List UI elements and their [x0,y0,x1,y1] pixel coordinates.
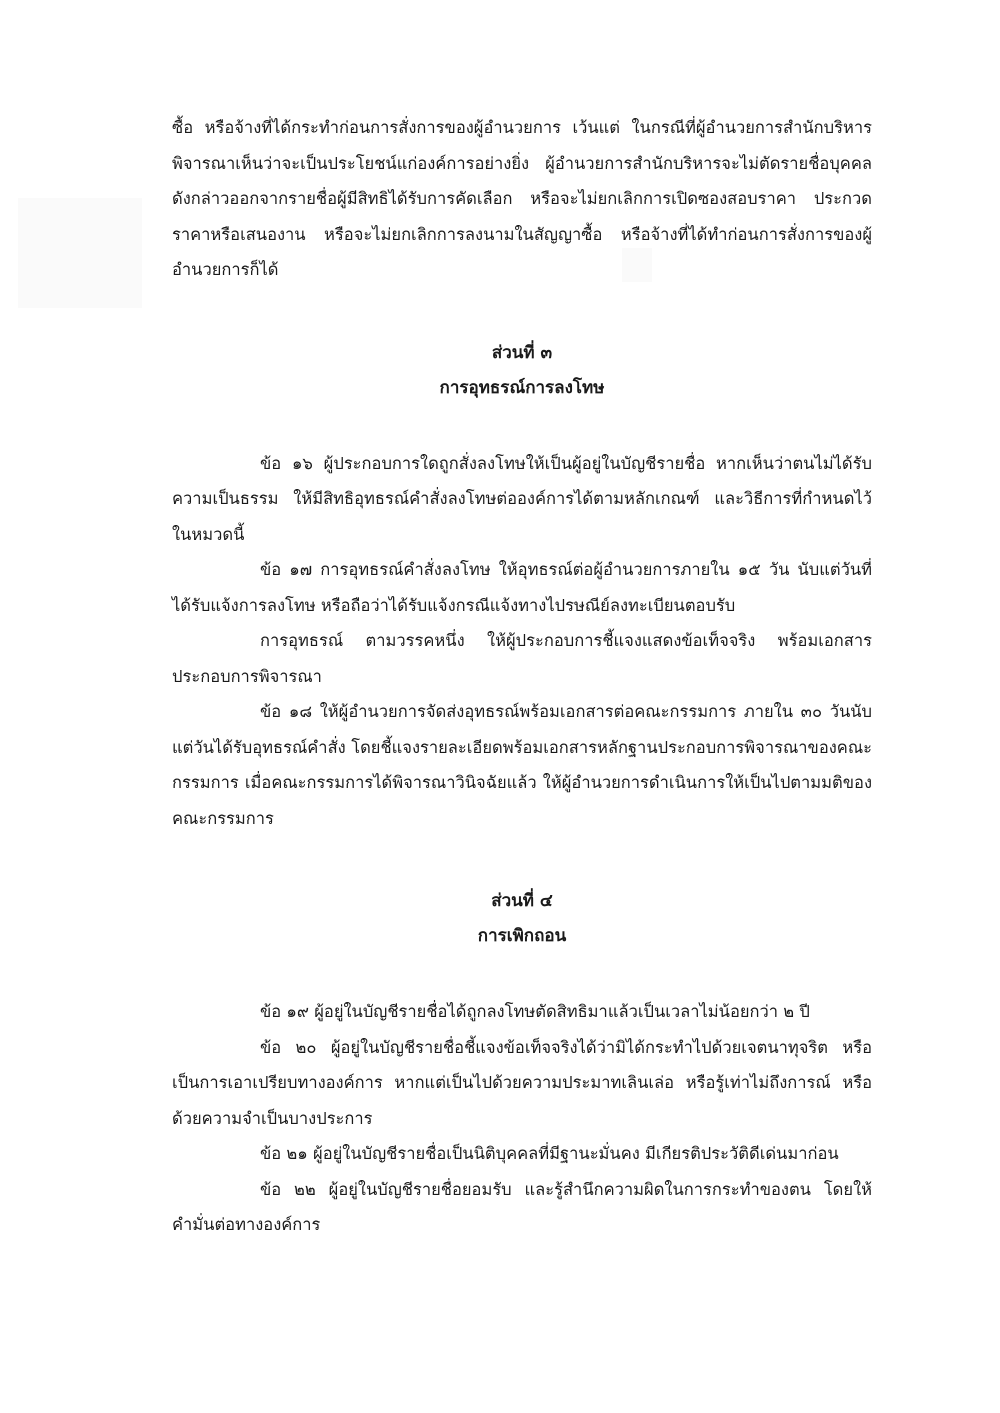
clause-17-paragraph-2: การอุทธรณ์ ตามวรรคหนึ่ง ให้ผู้ประกอบการชี้แจงแสดงข้อเท็จจริง พร้อมเอกสารประกอบการพิจารณา [172,631,872,686]
scan-artifact [18,198,142,308]
spacer [172,288,872,336]
clause-20: ข้อ ๒๐ ผู้อยู่ในบัญชีรายชื่อชี้แจงข้อเท็จจริงได้ว่ามิได้กระทำไปด้วยเจตนาทุจริต หรือเป็นการเอาเปรียบทางองค์การ หากแต่เป็นไปด้วยความประมาทเลินเล่อ หรือรู้เท่าไม่ถึงการณ์ หรือด้วยความจำเป็นบางประการ [172,1037,872,1128]
section-4-title: การเพิกถอน [477,926,567,946]
clause-22: ข้อ ๒๒ ผู้อยู่ในบัญชีรายชื่อยอมรับ และรู้สำนึกความผิดในการกระทำของตน โดยให้คำมั่นต่อทางองค์การ [172,1179,872,1234]
clause-16: ข้อ ๑๖ ผู้ประกอบการใดถูกสั่งลงโทษให้เป็นผู้อยู่ในบัญชีรายชื่อ หากเห็นว่าตนไม่ได้รับความเป็นธรรม ให้มีสิทธิอุทธรณ์คำสั่งลงโทษต่อองค์การได้ตามหลักเกณฑ์ และวิธีการที่กำหนดไว้ในหมวดนี้ [172,453,872,544]
section-3-number: ส่วนที่ ๓ [491,342,553,363]
spacer [172,406,872,446]
section-4-number: ส่วนที่ ๔ [491,891,553,911]
intro-paragraph: ซื้อ หรือจ้างที่ได้กระทำก่อนการสั่งการของผู้อำนวยการ เว้นแต่ ในกรณีที่ผู้อำนวยการสำนักบริหารพิจารณาเห็นว่าจะเป็นประโยชน์แก่องค์การอย่างยิ่ง ผู้อำนวยการสำนักบริหารจะไม่ตัดรายชื่อบุคคลดังกล่าวออกจากรายชื่อผู้มีสิทธิได้รับการคัดเลือก หรือจะไม่ยกเลิกการเปิดซองสอบราคา ประกวดราคาหรือเสนองาน หรือจะไม่ยกเลิกการลงนามในสัญญาซื้อ หรือจ้างที่ได้ทำก่อนการสั่งการของผู้อำนวยการก็ได้ [172,118,872,279]
section-3-title: การอุทธรณ์การลงโทษ [439,377,605,398]
clause-19: ข้อ ๑๙ ผู้อยู่ในบัญชีรายชื่อได้ถูกลงโทษตัดสิทธิมาแล้วเป็นเวลาไม่น้อยกว่า ๒ ปี [260,1002,810,1021]
document-page [172,110,872,1243]
clause-18: ข้อ ๑๘ ให้ผู้อำนวยการจัดส่งอุทธรณ์พร้อมเอกสารต่อคณะกรรมการ ภายใน ๓๐ วันนับแต่วันได้รับอุทธรณ์คำสั่ง โดยชี้แจงรายละเอียดพร้อมเอกสารหลักฐานประกอบการพิจารณาของคณะกรรมการ เมื่อคณะกรรมการได้พิจารณาวินิจฉัยแล้ว ให้ผู้อำนวยการดำเนินการให้เป็นไปตามมติของคณะกรรมการ [172,702,872,828]
spacer [172,954,872,994]
spacer [172,836,872,884]
clause-21: ข้อ ๒๑ ผู้อยู่ในบัญชีรายชื่อเป็นนิติบุคคลที่มีฐานะมั่นคง มีเกียรติประวัติดีเด่นมาก่อน [260,1144,839,1163]
clause-17: ข้อ ๑๗ การอุทธรณ์คำสั่งลงโทษ ให้อุทธรณ์ต่อผู้อำนวยการภายใน ๑๕ วัน นับแต่วันที่ได้รับแจ้งการลงโทษ หรือถือว่าได้รับแจ้งกรณีแจ้งทางไปรษณีย์ลงทะเบียนตอบรับ [172,560,872,615]
